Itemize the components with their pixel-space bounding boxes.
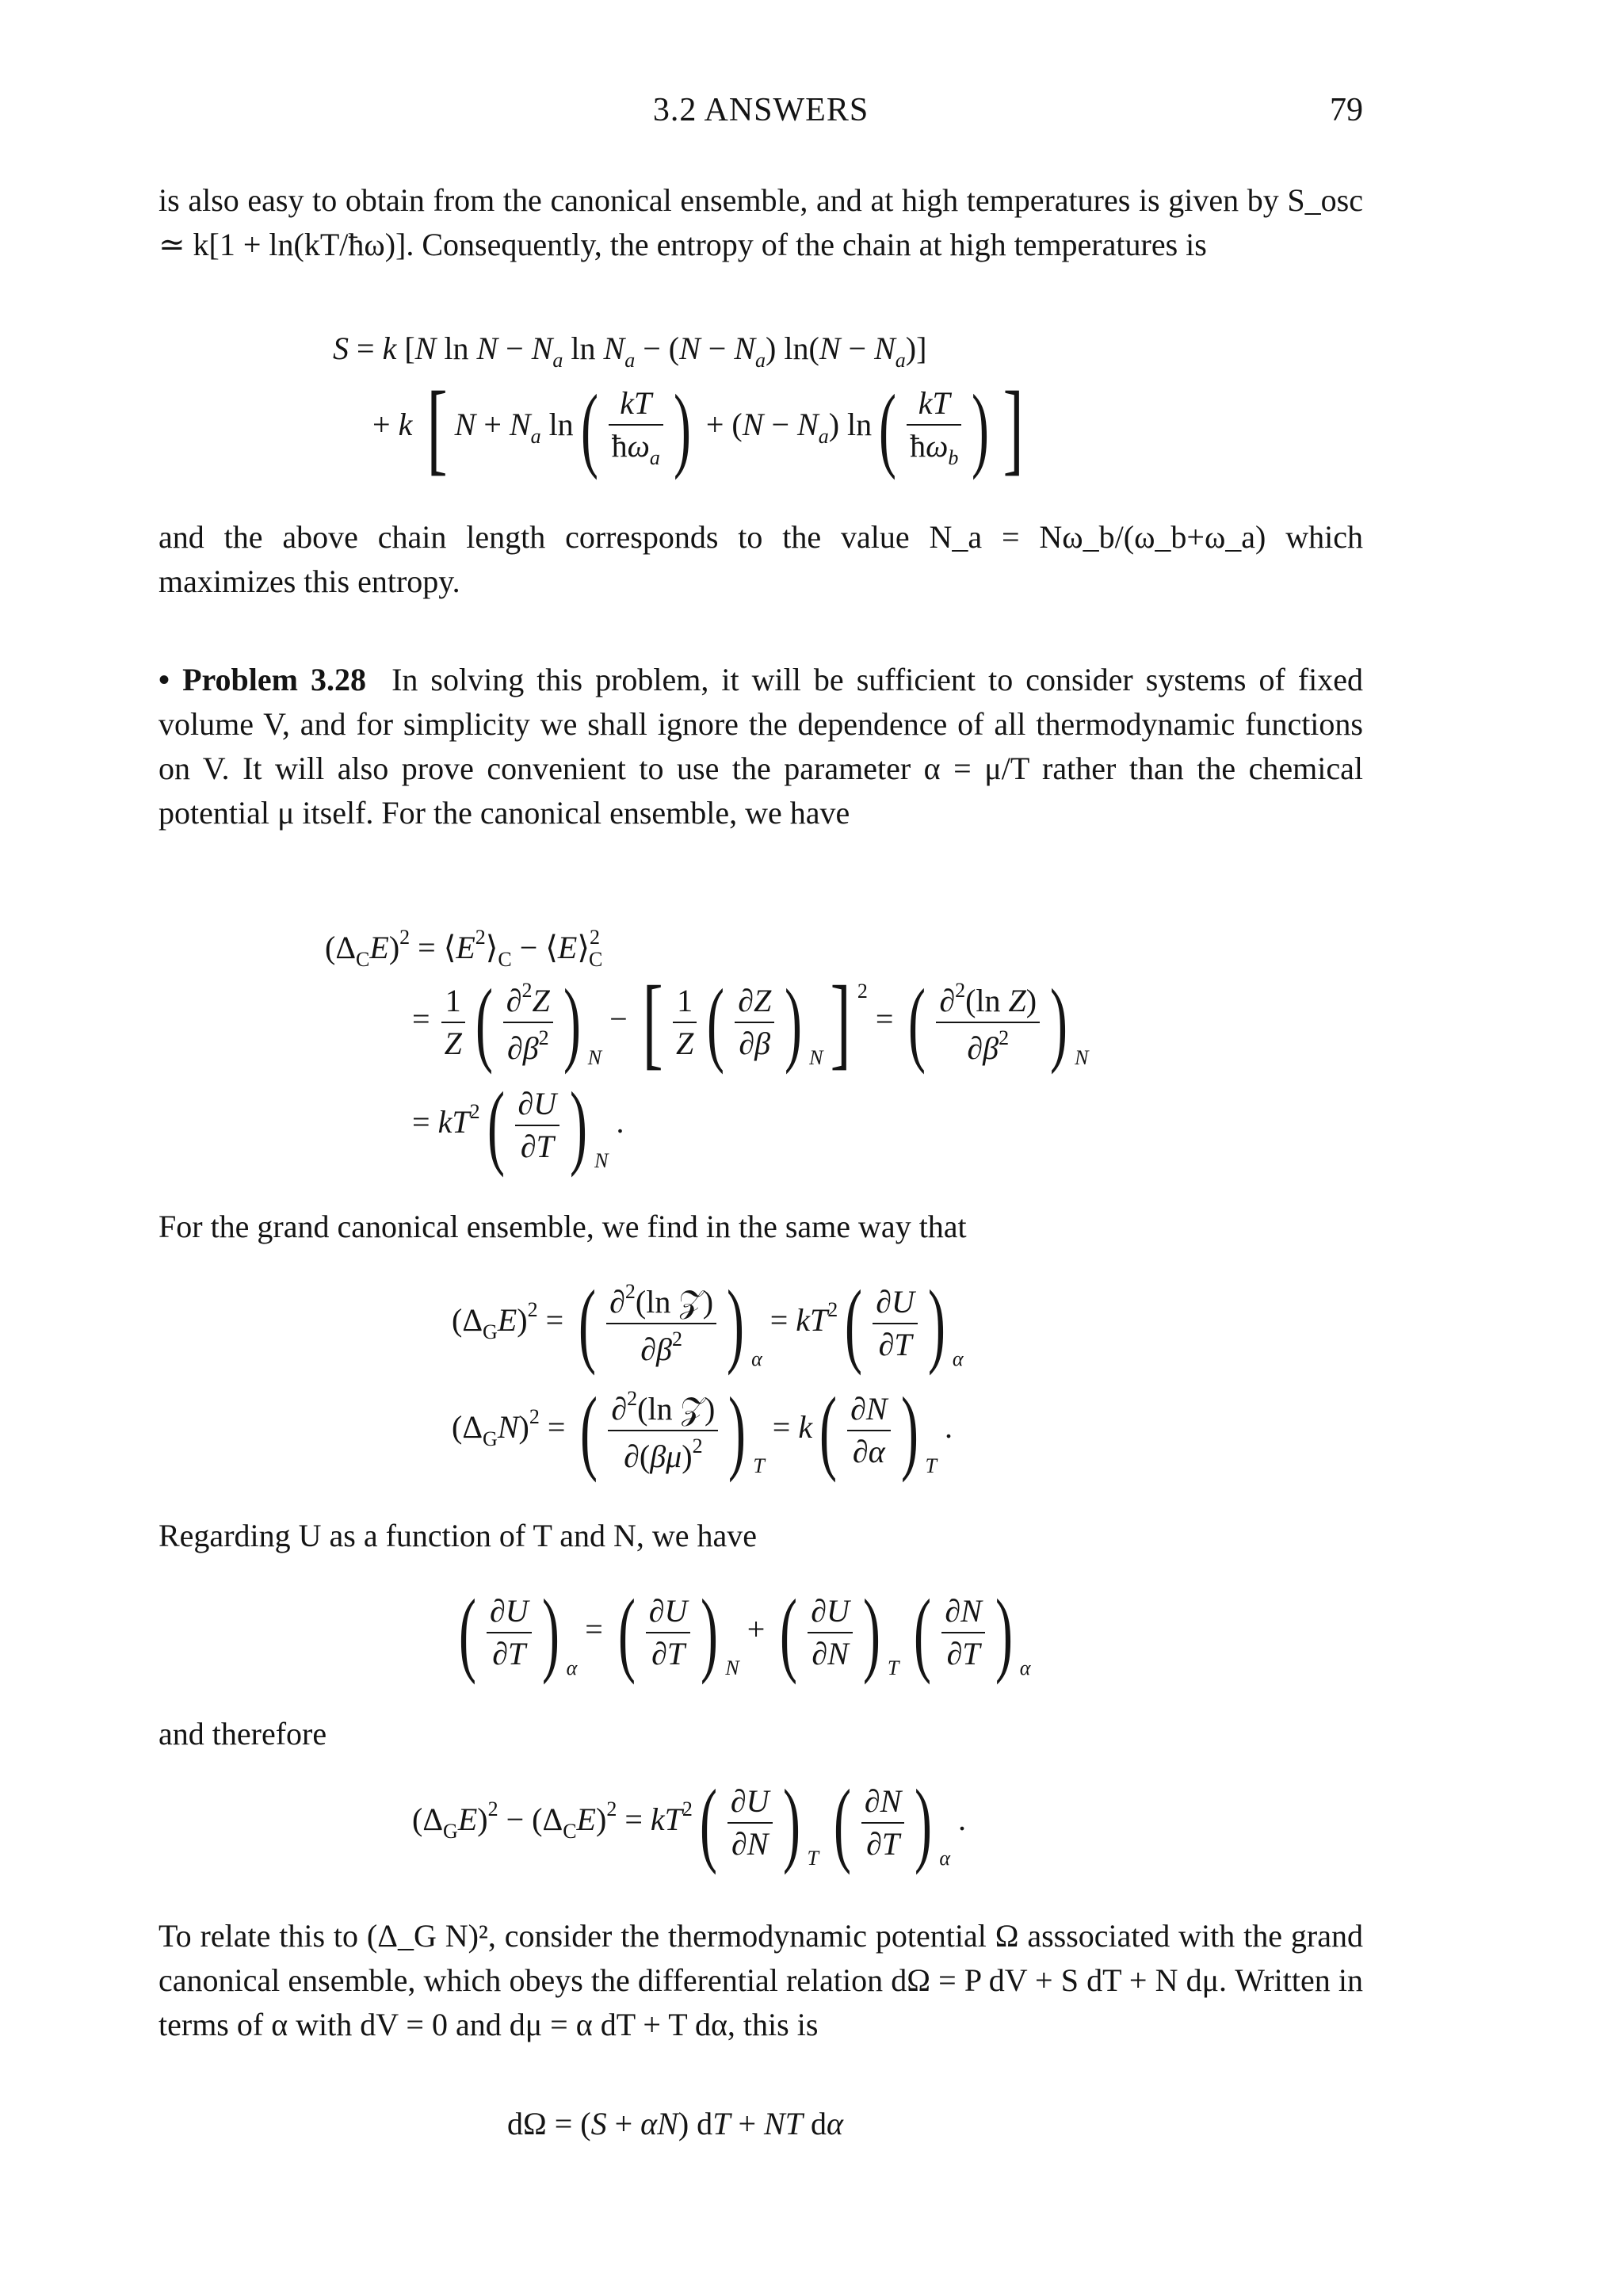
- paragraph-3-text: For the grand canonical ensemble, we find in the same way that: [158, 1209, 967, 1244]
- paragraph-1-text: is also easy to obtain from the canonical ensemble, and at high temperatures is given by S_osc ≃ k[1 + ln(kT/ħω)]. Consequently, the entropy of the chain at high temperatures is: [158, 182, 1363, 262]
- section-title: 3.2 ANSWERS: [652, 92, 869, 128]
- equation-canonical-line2: = $\frac{1}{Z}$ ( $\frac{\partial^2Z}{\partial\beta^2}$ ) $_N$ − [ $\frac{1}{Z}$ ( $\frac{\partial Z}{\partial\beta}$ ) $_N$] $^2$ = ( $\frac{\partial^2(\ln Z)}{\partial\beta^2}$ ) $_N$: [412, 965, 1089, 1079]
- equation-grand-line2: $(\Delta_GN)^2$ = ( $\frac{\partial^2(\ln 𝒵)}{\partial(\beta\mu)^2}$ ) $_T$ = k( $\frac{\partial N}{\partial\alpha}$ ) $_T$ .: [452, 1377, 953, 1483]
- equation-omega: dΩ = (S + αN) dT + NT dα: [507, 2106, 843, 2141]
- paragraph-4: [158, 1514, 1363, 1558]
- paragraph-3: [158, 1205, 1363, 1249]
- equation-grand-line1: $(\Delta_GE)^2$ = ( $\frac{\partial^2(\ln 𝒵)}{\partial\beta^2}$ ) $_\alpha = kT^2$( $\frac{\partial U}{\partial T}$ ) $_\alpha$: [452, 1270, 964, 1376]
- problem-label: Problem 3.28: [182, 662, 366, 697]
- equation-canonical-line1: $(\Delta_CE)^2$ = $⟨E^2⟩_C$ − ⟨E⟩$^2_C$: [325, 926, 603, 971]
- equation-canonical-line3: = $kT^2$( $\frac{\partial U}{\partial T}$ ) $_N$ .: [412, 1072, 624, 1178]
- paragraph-6: [158, 1914, 1363, 2047]
- bullet: •: [158, 662, 170, 697]
- equation-partial: ( $\frac{\partial U}{\partial T}$ ) $_\alpha$ = ( $\frac{\partial U}{\partial T}$ ) $_N$ + ( $\frac{\partial U}{\partial N}$ ) $_T$ ( $\frac{\partial N}{\partial T}$ ) $_\alpha$: [458, 1580, 1031, 1685]
- equation-difference: $(\Delta_GE)^2 - (\Delta_CE)^2 = kT^2$( $\frac{\partial U}{\partial N}$ ) $_T$ ( $\frac{\partial N}{\partial T}$ ) $_\alpha$ .: [412, 1770, 966, 1875]
- paragraph-2-text: and the above chain length corresponds to the value N_a = Nω_b/(ω_b+ω_a) which maximizes this entropy.: [158, 519, 1363, 599]
- problem-text: In solving this problem, it will be sufficient to consider systems of fixed volume V, and for simplicity we shall ignore the dependence of all thermodynamic functions on V. It will also prove convenient to use the parameter α = μ/T rather than the chemical potential μ itself. For the canonical ensemble, we have: [158, 662, 1364, 831]
- running-header: [158, 91, 1363, 139]
- paragraph-5: [158, 1712, 1363, 1756]
- paragraph-6-text: To relate this to (Δ_G N)², consider the thermodynamic potential Ω asssociated with the grand canonical ensemble, which obeys the differential relation dΩ = P dV + S dT + N dμ. Written in terms of α with dV = 0 and dμ = α dT + T dα, this is: [158, 1918, 1363, 2042]
- paragraph-5-text: and therefore: [158, 1716, 327, 1752]
- paragraph-2: [158, 515, 1363, 604]
- page-number: 79: [1330, 92, 1363, 128]
- equation-entropy-line1: S = k [N $\ln N - N_a$ $\ln N_a - (N - N_a) \ln(N - N_a)$]: [333, 330, 927, 372]
- equation-entropy-line2: + k [ $N + N_a$ ln( $\frac{kT}{ħ\omega_a}$ ) + $(N - N_a)$ ln( $\frac{kT}{ħ\omega_b}$ ) ]: [372, 371, 1024, 485]
- problem-3-28: [158, 658, 1363, 835]
- paragraph-4-text: Regarding U as a function of T and N, we have: [158, 1518, 757, 1553]
- paragraph-1: [158, 178, 1363, 267]
